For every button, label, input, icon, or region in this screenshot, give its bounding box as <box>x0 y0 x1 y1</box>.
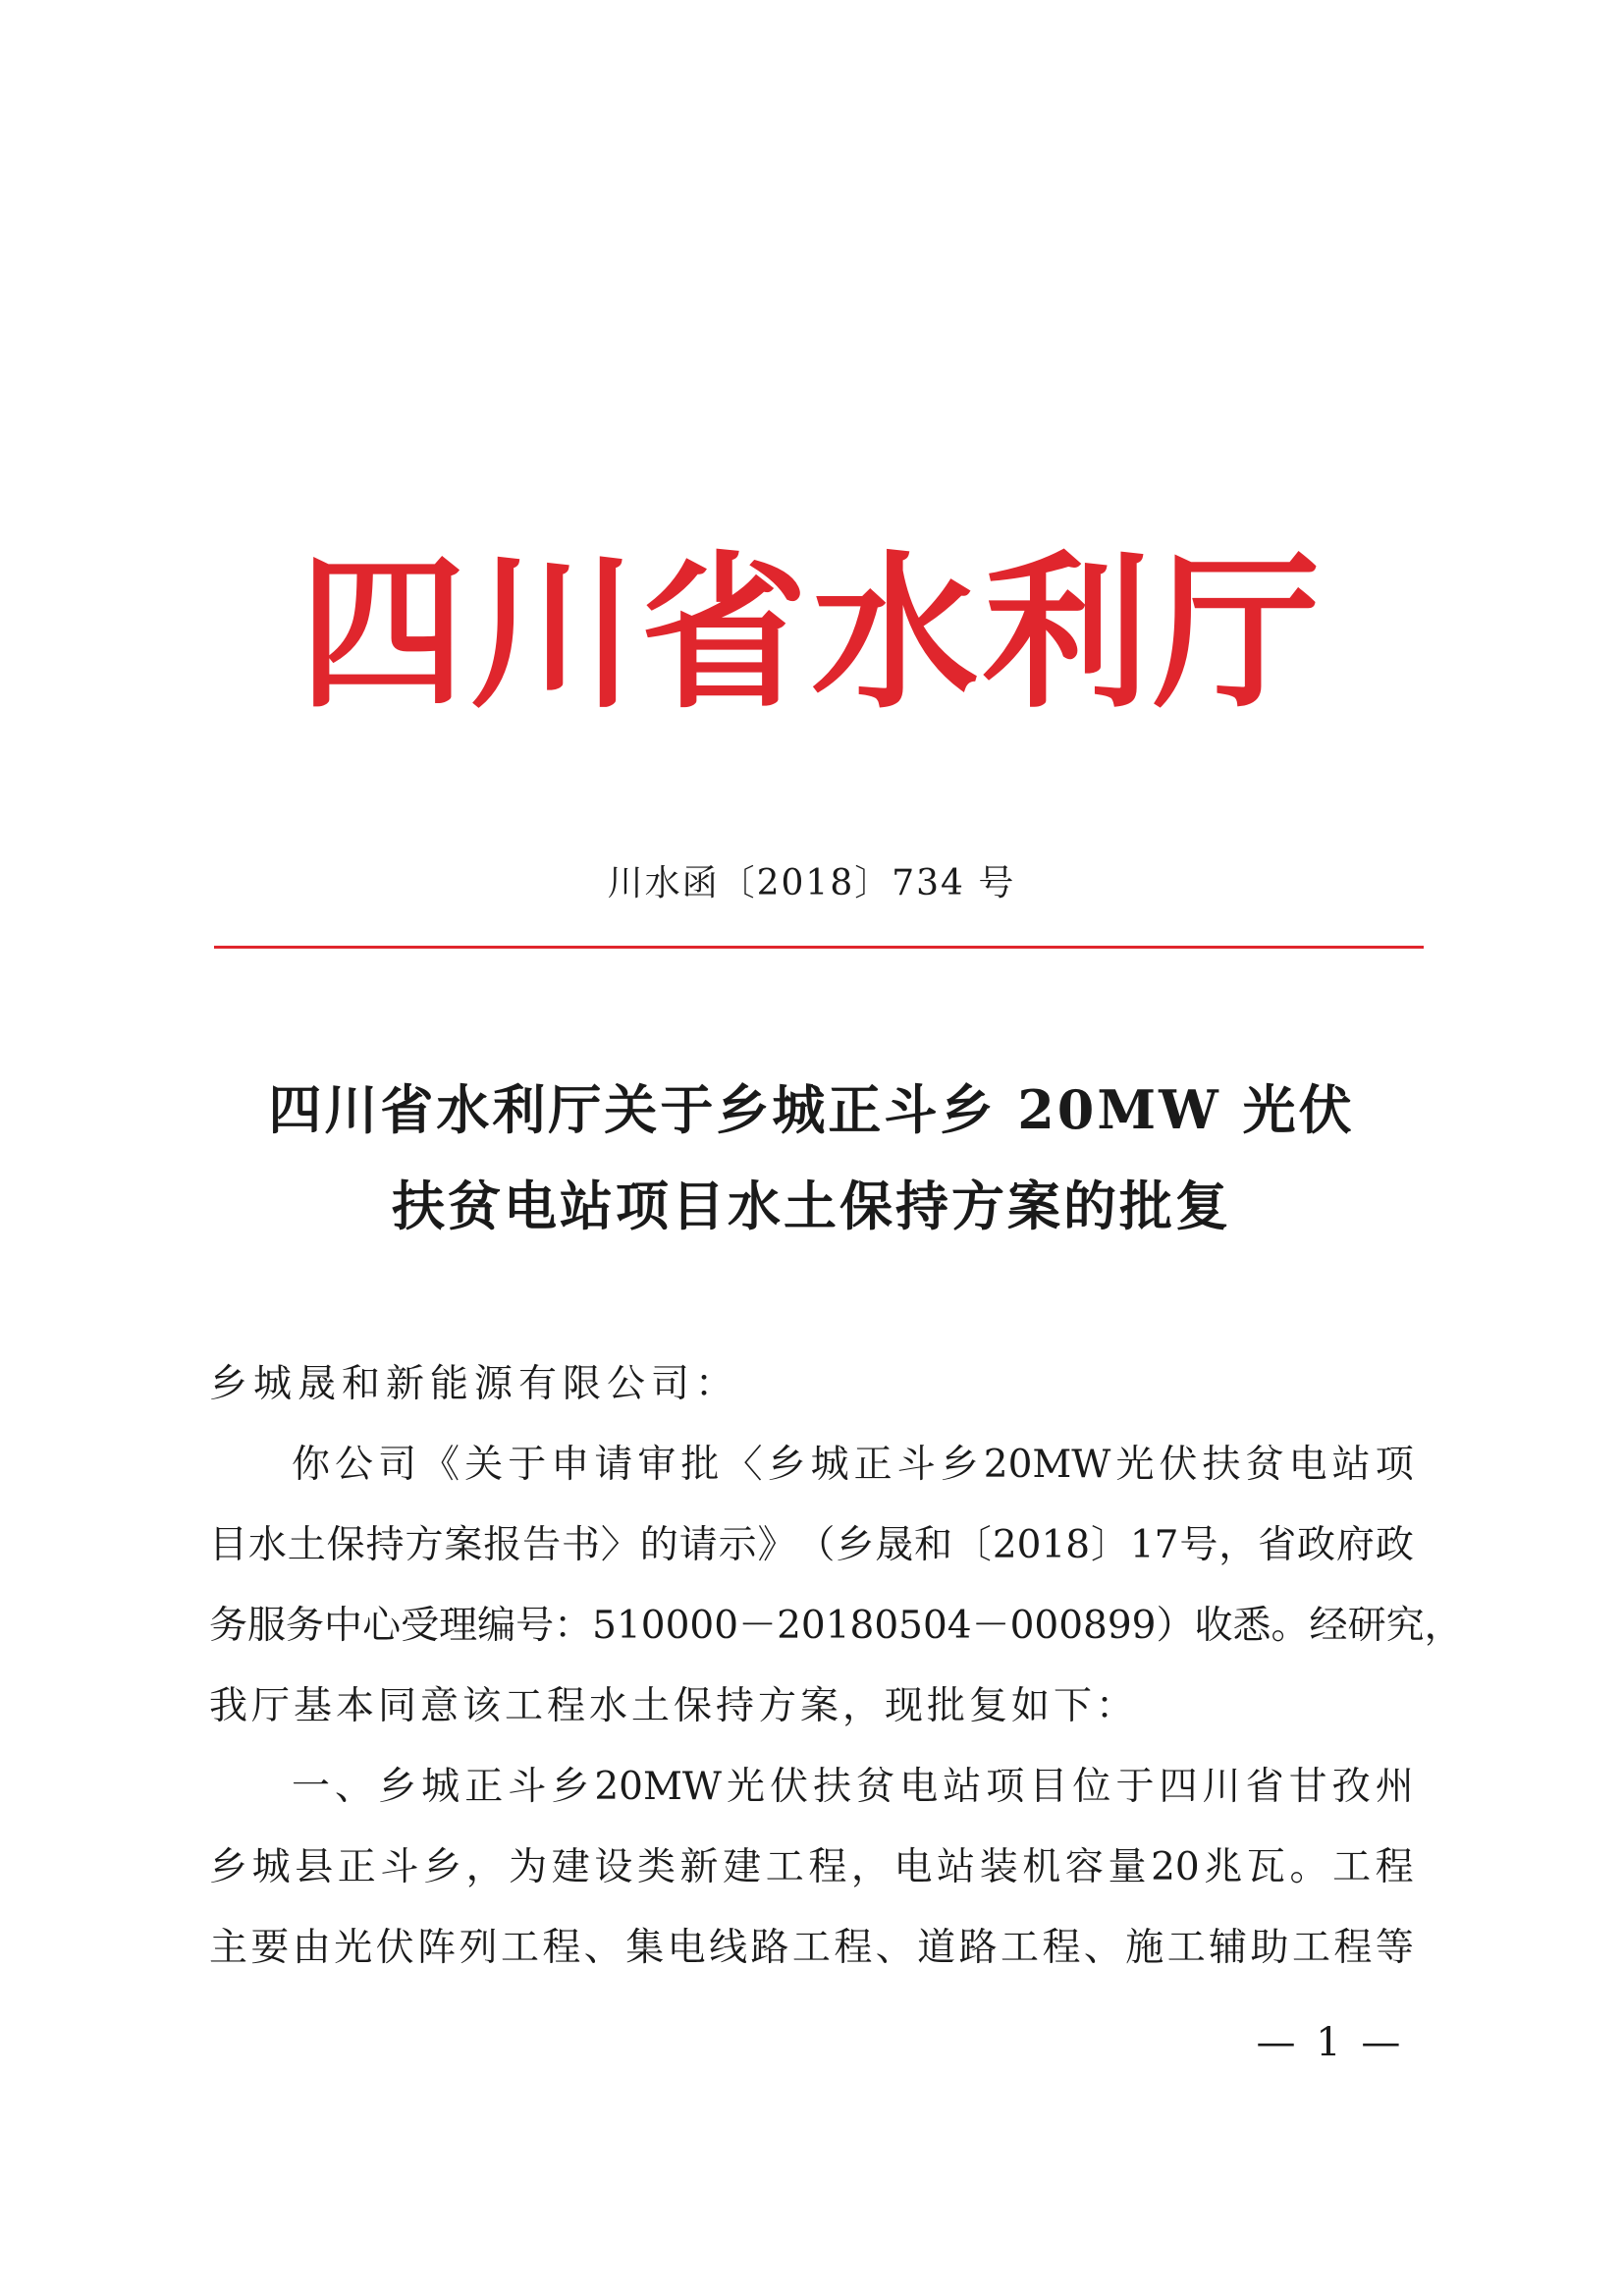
document-title-line-2: 扶贫电站项目水土保持方案的批复 <box>392 1175 1231 1237</box>
document-number: 川水函〔2018〕734 号 <box>607 863 1016 903</box>
body-line-4: 我厅基本同意该工程水土保持方案，现批复如下： <box>209 1684 1139 1728</box>
addressee: 乡城晟和新能源有限公司： <box>209 1362 740 1406</box>
body-line-5: 一 、 乡 城 正 斗 乡 20MW 光 伏 扶 贫 电 站 项 目 位 于 四 川 省 甘 孜 州 <box>292 1765 1414 1809</box>
body-line-6: 乡 城 县 正 斗 乡 ， 为 建 设 类 新 建 工 程 ， 电 站 装 机 容 量 20 兆 瓦 。 工 程 <box>209 1845 1414 1889</box>
body-line-2: 目 水 土 保 持 方 案 报 告 书 〉 的 请 示 》 （ 乡 晟 和 〔 2018 〕 17 号 ， 省 政 府 政 <box>209 1523 1414 1567</box>
body-line-3: 务 服 务 中 心 受 理 编 号 ： 510000 － 20180504 － 000899 ） 收 悉 。 经 研 究 ， <box>209 1604 1463 1648</box>
body-line-1: 你 公 司 《 关 于 申 请 审 批 〈 乡 城 正 斗 乡 20MW 光 伏 扶 贫 电 站 项 <box>292 1443 1414 1487</box>
body-line-7: 主 要 由 光 伏 阵 列 工 程 、 集 电 线 路 工 程 、 道 路 工 程 、 施 工 辅 助 工 程 等 <box>209 1926 1414 1970</box>
issuing-authority-header: 四川省水利厅 <box>298 535 1325 732</box>
page-number: — 1 — <box>1256 2020 1405 2065</box>
red-separator-line <box>214 946 1424 949</box>
document-title-line-1: 四川省水利厅关于乡城正斗乡 20MW 光伏 <box>268 1078 1355 1141</box>
